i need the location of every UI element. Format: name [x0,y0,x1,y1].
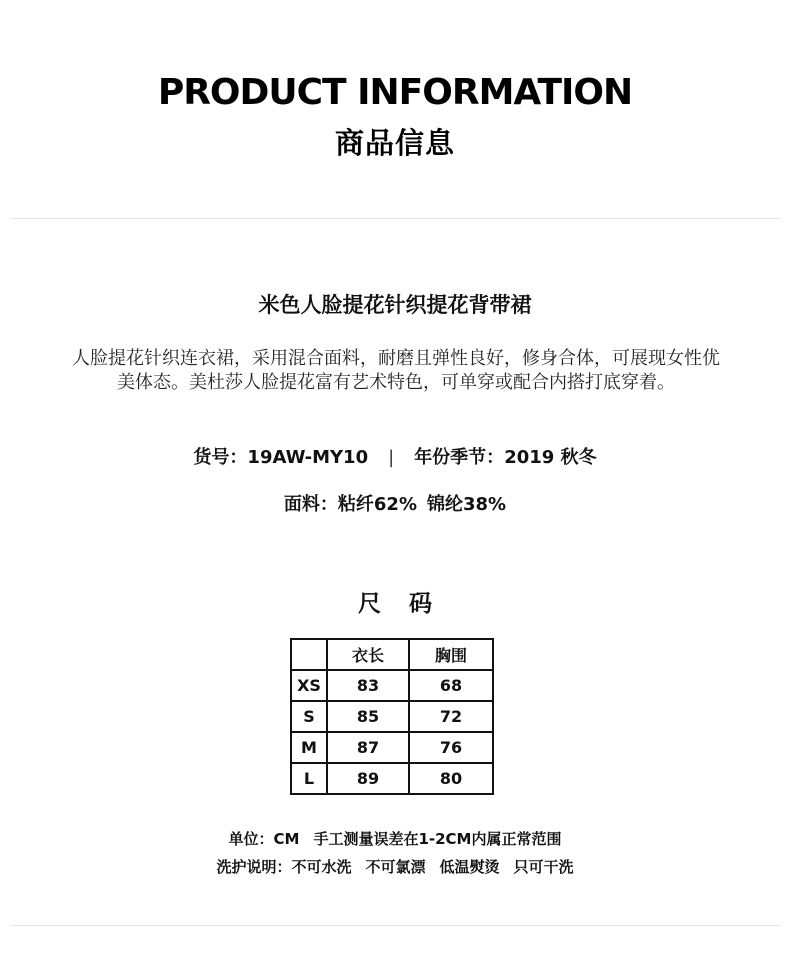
bust-cell: 68 [409,670,493,701]
size-cell: L [291,763,327,794]
bottom-divider [10,925,780,926]
table-row [291,763,493,794]
table-header-row [291,639,493,670]
care-item: 不可氯漂 [365,858,426,876]
meta-separator: | [388,447,395,468]
size-cell: XS [291,670,327,701]
product-description: 人脸提花针织连衣裙，采用混合面料，耐磨且弹性良好，修身合体，可展现女性优美体态。美杜莎人脸提花富有艺术特色，可单穿或配合内搭打底穿着。 [72,348,720,393]
product-meta [0,443,790,469]
care-item: 低温熨烫 [439,858,500,876]
fabric-label: 面料： [283,494,338,515]
fabric-nylon: 锦纶38% [427,494,507,515]
product-name: 米色人脸提花针织提花背带裙 [258,293,532,317]
unit-note [0,828,790,849]
table-header-cell: 衣长 [327,639,409,670]
bust-cell: 72 [409,701,493,732]
care-item: 只可干洗 [513,858,574,876]
care-instructions [0,856,790,877]
size-cell: M [291,732,327,763]
bust-cell: 76 [409,732,493,763]
size-chart-title: 尺 码 [357,591,442,617]
top-divider [10,218,780,219]
fabric-viscose: 粘纤62% [337,494,417,515]
season-label: 年份季节： [414,447,505,468]
unit-text: 单位：CM [228,830,300,848]
table-header-cell: 胸围 [409,639,493,670]
length-cell: 85 [327,701,409,732]
length-cell: 89 [327,763,409,794]
bust-cell: 80 [409,763,493,794]
length-cell: 83 [327,670,409,701]
table-row [291,670,493,701]
sku-label: 货号： [193,447,248,468]
table-row [291,701,493,732]
page-title-en: PRODUCT INFORMATION [157,72,633,113]
table-row [291,732,493,763]
length-cell: 87 [327,732,409,763]
size-cell: S [291,701,327,732]
page-title-cn: 商品信息 [334,126,455,160]
care-item: 不可水洗 [291,858,352,876]
fabric-info [0,490,790,516]
tolerance-text: 手工测量误差在1-2CM内属正常范围 [313,830,562,848]
sku-value: 19AW-MY10 [247,447,369,468]
care-label: 洗护说明： [216,858,292,876]
table-header-cell [291,639,327,670]
season-value: 2019 秋冬 [504,447,597,468]
size-table [290,638,494,795]
